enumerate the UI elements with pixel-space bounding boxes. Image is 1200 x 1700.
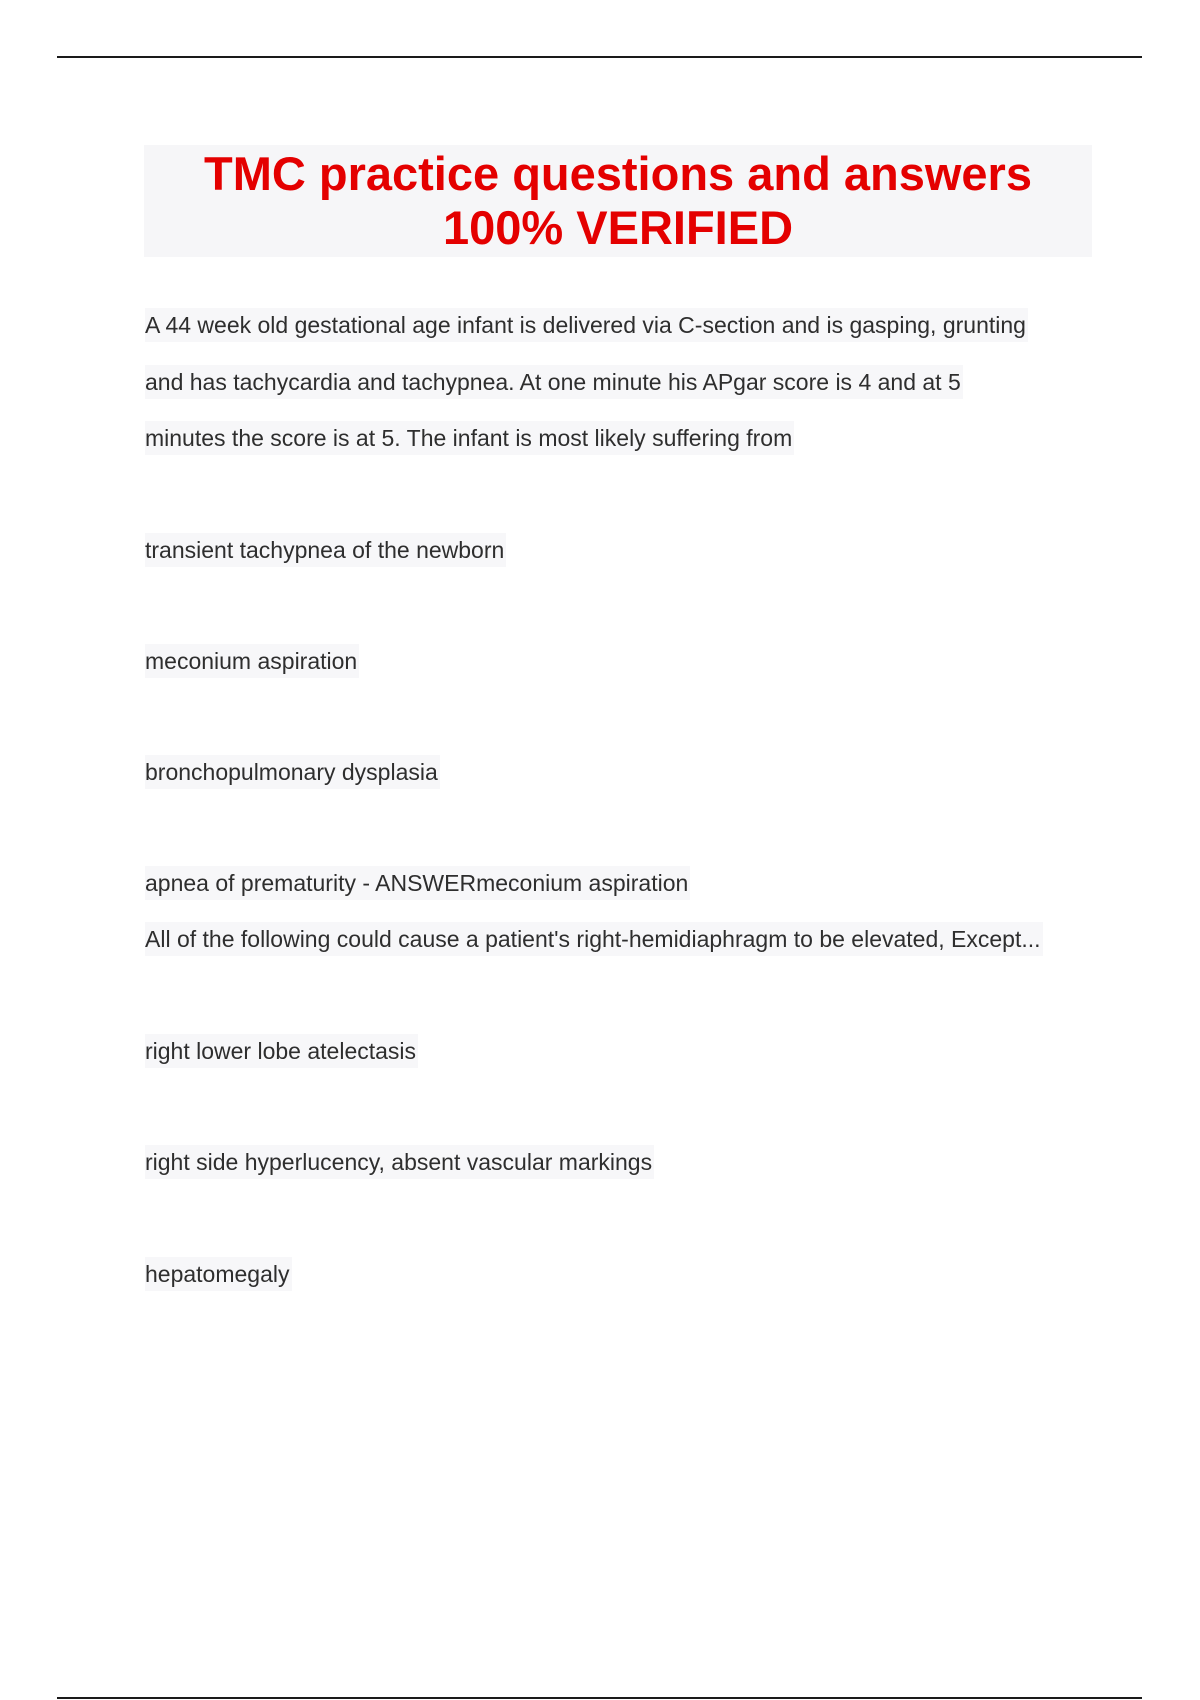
question-1-option: bronchopulmonary dysplasia (145, 755, 440, 789)
page-title-line-2: 100% VERIFIED (442, 201, 794, 254)
question-1-stem-line-3: minutes the score is at 5. The infant is most likely suffering from (145, 421, 794, 455)
question-1-stem-line-2: and has tachycardia and tachypnea. At one minute his APgar score is 4 and at 5 (145, 365, 963, 399)
question-1-stem-line-1: A 44 week old gestational age infant is delivered via C-section and is gasping, grunting (145, 308, 1028, 342)
question-2-option: right lower lobe atelectasis (145, 1034, 418, 1068)
question-1-option-with-answer: apnea of prematurity - ANSWERmeconium aspiration (145, 866, 690, 900)
question-2-stem-line-1: All of the following could cause a patient's right-hemidiaphragm to be elevated, Except... (145, 922, 1043, 956)
top-rule (57, 56, 1142, 58)
bottom-rule (57, 1697, 1142, 1699)
page-title-line-1: TMC practice questions and answers (204, 147, 1032, 200)
title-banner (144, 145, 1092, 257)
question-1-option: transient tachypnea of the newborn (145, 533, 506, 567)
question-1-option: meconium aspiration (145, 644, 359, 678)
question-2-option: hepatomegaly (145, 1257, 292, 1291)
question-2-option: right side hyperlucency, absent vascular markings (145, 1145, 654, 1179)
